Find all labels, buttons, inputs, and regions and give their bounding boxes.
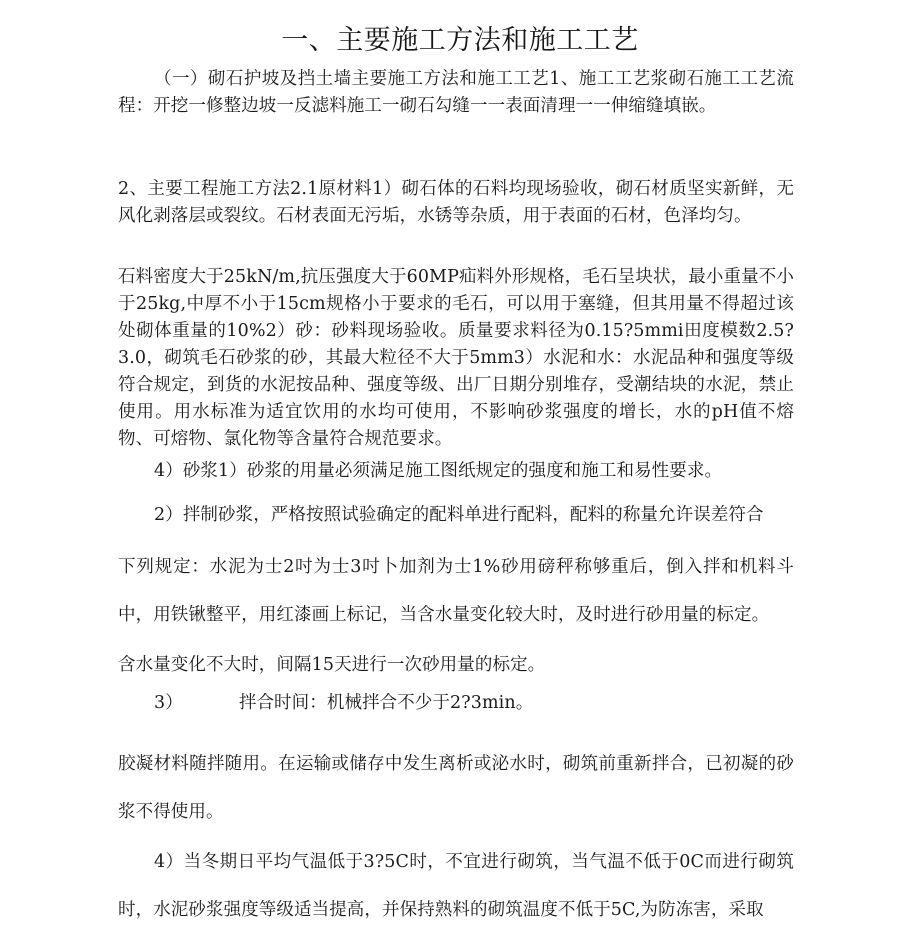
paragraph-mortar-item4: 4）砂浆1）砂浆的用量必须满足施工图纸规定的强度和施工和易性要求。 <box>154 461 723 481</box>
mixing-time-text: 拌合时间：机械拌合不少于2?3min。 <box>238 693 534 713</box>
paragraph-materials: 2、主要工程施工方法2.1原材料1）砌石体的石料均现场验收，砌石材质坚实新鲜，无风化剥落层或裂纹。石材表面无污垢，水锈等杂质，用于表面的石材，色泽均匀。 <box>118 179 794 226</box>
paragraph-mixing-time <box>118 679 794 727</box>
page-title: 一、主要施工方法和施工工艺 <box>281 25 639 57</box>
paragraph-binder: 胶凝材料随拌随用。在运输或储存中发生离析或泌水时，砌筑前重新拌合，已初凝的砂浆不得使用。 <box>118 754 794 822</box>
paragraph-winter-construction: 4）当冬期日平均气温低于3?5C时，不宜进行砌筑，当气温不低于0C而进行砌筑时，水泥砂浆强度等级适当提高，并保持熟料的砌筑温度不低于5C,为防冻害，采取 <box>118 852 794 920</box>
paragraph-batching-rules: 下列规定：水泥为士2吋为士3吋卜加剂为士1%砂用磅秤称够重后，倒入拌和机料斗中，用铁锹整平，用红漆画上标记，当含水量变化较大时，及时进行砂用量的标定。 <box>118 557 794 625</box>
paragraph-intro: （一）砌石护坡及挡土墙主要施工方法和施工工艺1、施工工艺浆砌石施工工艺流程：开挖一修整边坡一反滤料施工一砌石勾缝一一表面清理一一伸缩缝填嵌。 <box>118 69 794 116</box>
list-marker-3: 3） <box>154 693 183 713</box>
paragraph-calibration: 含水量变化不大时，间隔15天进行一次砂用量的标定。 <box>118 655 546 675</box>
paragraph-mortar-item2: 2）拌制砂浆，严格按照试验确定的配料单进行配料，配料的称量允许误差符合 <box>154 505 764 525</box>
paragraph-stone-spec: 石料密度大于25kN/m,抗压强度大于60MP疝料外形规格，毛石呈块状，最小重量不小于25kg,中厚不小于15cm规格小于要求的毛石，可以用于塞缝，但其用量不得超过该处砌体重量的10%2）砂：砂料现场验收。质量要求料径为0.15?5mmi田度模数2.5?3.0，砌筑毛石砂浆的砂，其最大粒径不大于5mm3）水泥和水：水泥品种和强度等级符合规定，到货的水泥按品种、强度等级、出厂日期分别堆存，受潮结块的水泥，禁止使用。用水标准为适宜饮用的水均可使用，不影响砂浆强度的增长，水的pH值不熔物、可熔物、氯化物等含量符合规范要求。 <box>118 267 794 449</box>
